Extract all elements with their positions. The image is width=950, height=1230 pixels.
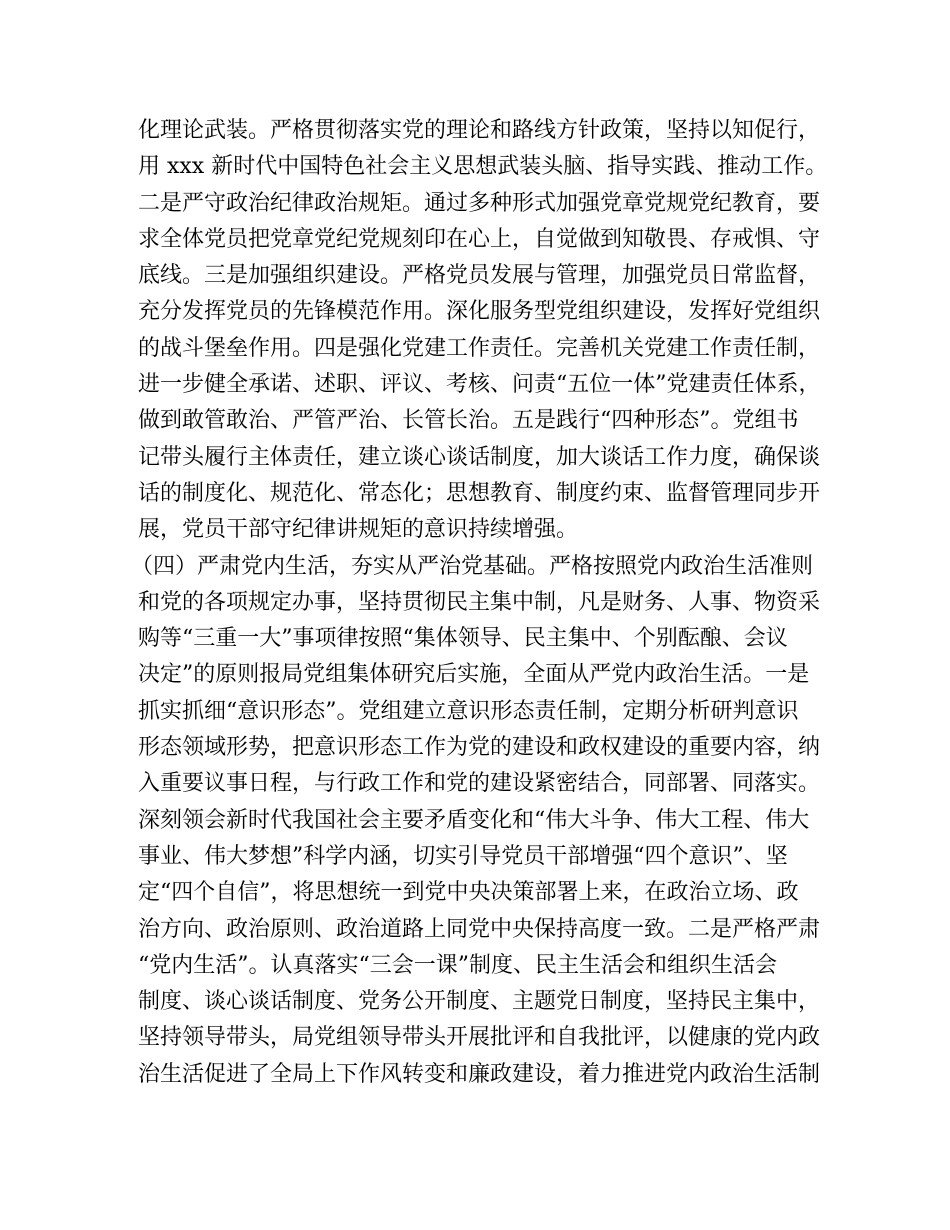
body-text <box>131 113 828 1093</box>
text-line: 和党的各项规定办事，坚持贯彻民主集中制，凡是财务、人事、物资采 <box>138 589 821 615</box>
text-line: 底线。三是加强组织建设。严格党员发展与管理，加强党员日常监督， <box>138 263 821 289</box>
text-line: 制度、谈心谈话制度、党务公开制度、主题党日制度，坚持民主集中， <box>138 989 821 1015</box>
text-line: 求全体党员把党章党纪党规刻印在心上，自觉做到知敬畏、存戒惧、守 <box>138 226 821 252</box>
text-line: 坚持领导带头，局党组领导带头开展批评和自我批评，以健康的党内政 <box>138 1025 821 1051</box>
text-line: 二是严守政治纪律政治规矩。通过多种形式加强党章党规党纪教育，要 <box>138 190 821 216</box>
text-line: 治方向、政治原则、政治道路上同党中央保持高度一致。二是严格严肃 <box>138 916 821 942</box>
text-line: “党内生活”。认真落实“三会一课”制度、民主生活会和组织生活会 <box>138 952 777 978</box>
text-line: 定“四个自信”，将思想统一到党中央决策部署上来，在政治立场、政 <box>138 880 799 906</box>
text-line: 入重要议事日程，与行政工作和党的建设紧密结合，同部署、同落实。 <box>138 771 821 797</box>
text-line: 做到敢管敢治、严管严治、长管长治。五是践行“四种形态”。党组书 <box>138 408 799 434</box>
text-line: 的战斗堡垒作用。四是强化党建工作责任。完善机关党建工作责任制， <box>138 335 821 361</box>
text-line: 抓实抓细“意识形态”。党组建立意识形态责任制，定期分析研判意识 <box>138 698 799 724</box>
text-line: 事业、伟大梦想”科学内涵，切实引导党员干部增强“四个意识”、坚 <box>138 843 788 869</box>
text-line: 充分发挥党员的先锋模范作用。深化服务型党组织建设，发挥好党组织 <box>138 299 821 325</box>
text-line: 用 xxx 新时代中国特色社会主义思想武装头脑、指导实践、推动工作。 <box>138 154 828 180</box>
text-line: 深刻领会新时代我国社会主要矛盾变化和“伟大斗争、伟大工程、伟大 <box>138 807 810 833</box>
text-line: 记带头履行主体责任，建立谈心谈话制度，加大谈话工作力度，确保谈 <box>138 444 821 470</box>
text-line: 治生活促进了全局上下作风转变和廉政建设，着力推进党内政治生活制 <box>138 1061 821 1087</box>
text-line: 展，党员干部守纪律讲规矩的意识持续增强。 <box>138 517 579 543</box>
text-line: 进一步健全承诺、述职、评议、考核、问责“五位一体”党建责任体系， <box>138 372 821 398</box>
section-heading-line: （四）严肃党内生活，夯实从严治党基础。严格按照党内政治生活准则 <box>131 553 814 579</box>
text-line: 决定”的原则报局党组集体研究后实施，全面从严党内政治生活。一是 <box>138 662 810 688</box>
text-line: 购等“三重一大”事项律按照“集体领导、民主集中、个别酝酿、会议 <box>138 626 788 652</box>
text-line: 化理论武装。严格贯彻落实党的理论和路线方针政策，坚持以知促行， <box>138 118 821 143</box>
text-line: 话的制度化、规范化、常态化；思想教育、制度约束、监督管理同步开 <box>138 480 821 506</box>
text-line: 形态领域形势，把意识形态工作为党的建设和政权建设的重要内容，纳 <box>138 735 821 761</box>
